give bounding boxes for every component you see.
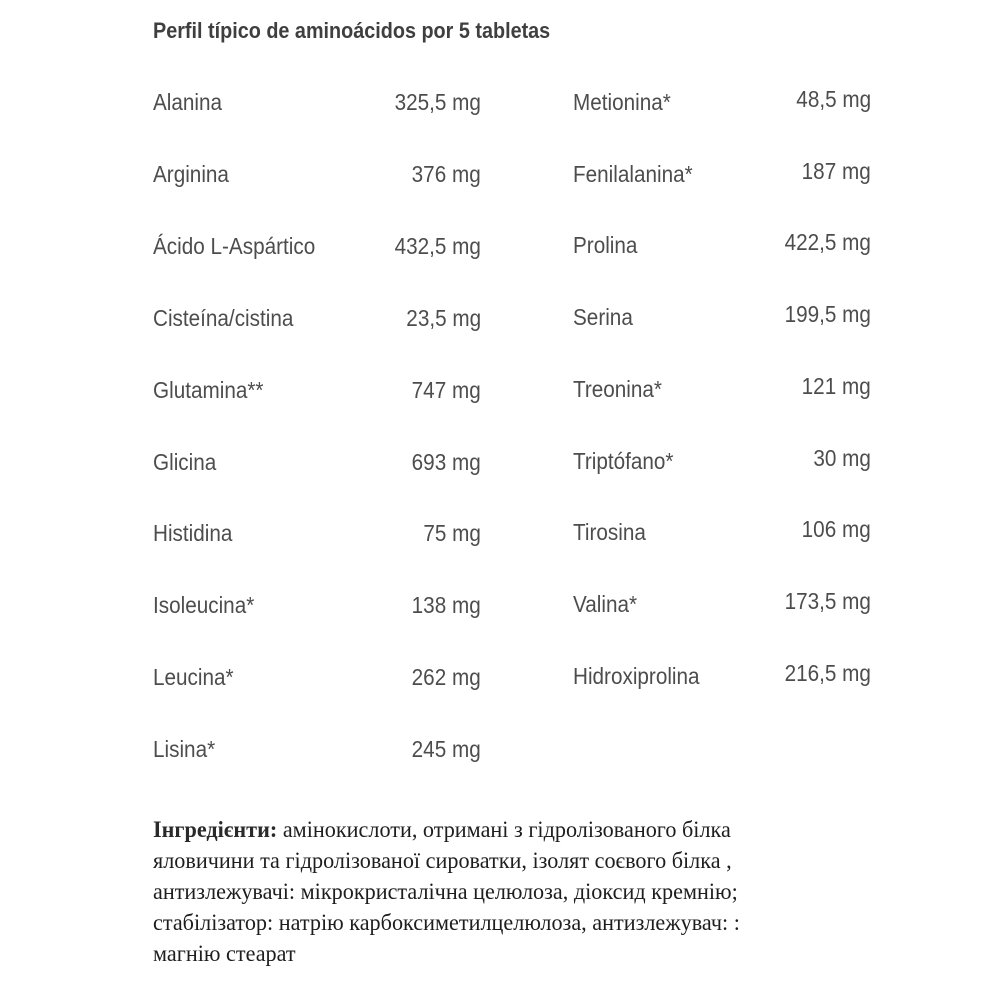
- amino-acid-column-right: [573, 0, 913, 800]
- amino-acid-column-left: [153, 0, 493, 800]
- amino-acid-name: Valina*: [573, 591, 638, 617]
- amino-acid-row: [573, 445, 871, 480]
- ingredients-line: магнію стеарат: [153, 941, 296, 966]
- amino-acid-row: [573, 86, 871, 121]
- amino-acid-amount: 422,5 mg: [784, 229, 871, 255]
- amino-acid-name: Triptófano*: [573, 448, 674, 474]
- amino-acid-row: [573, 588, 871, 623]
- amino-acid-amount: 693 mg: [411, 449, 481, 475]
- ingredients-label: Інгредієнти:: [153, 817, 278, 842]
- amino-acid-name: Alanina: [153, 89, 223, 115]
- amino-acid-amount: 75 mg: [423, 520, 481, 546]
- page-title: Perfil típico de aminoácidos por 5 tabletas: [153, 18, 551, 43]
- amino-acid-row: [573, 158, 871, 193]
- amino-acid-amount: 106 mg: [801, 516, 871, 542]
- amino-acid-amount: 325,5 mg: [394, 89, 481, 115]
- amino-acid-amount: 199,5 mg: [784, 301, 871, 327]
- amino-acid-name: Glicina: [153, 449, 217, 475]
- ingredients-line: стабілізатор: натрію карбоксиметилцелюлоза, антизлежувач: :: [153, 910, 740, 935]
- amino-acid-amount: 187 mg: [801, 158, 871, 184]
- ingredients-line: антизлежувачі: мікрокристалічна целюлоза, діоксид кремнію;: [153, 879, 738, 904]
- amino-acid-name: Isoleucina*: [153, 592, 255, 618]
- amino-acid-row: [573, 516, 871, 551]
- amino-acid-amount: 138 mg: [411, 592, 481, 618]
- amino-acid-name: Glutamina**: [153, 377, 264, 403]
- amino-acid-name: Fenilalanina*: [573, 161, 693, 187]
- amino-acid-row: [573, 229, 871, 264]
- amino-acid-amount: 216,5 mg: [784, 660, 871, 686]
- amino-acid-row: [153, 305, 483, 337]
- amino-acid-row: [153, 377, 483, 409]
- amino-acid-amount: 48,5 mg: [796, 86, 871, 112]
- amino-acid-name: Treonina*: [573, 376, 662, 402]
- amino-acid-name: Arginina: [153, 161, 229, 187]
- amino-acid-row: [573, 660, 871, 695]
- amino-acid-name: Hidroxiprolina: [573, 663, 700, 689]
- amino-acid-row: [153, 664, 483, 696]
- amino-acid-amount: 432,5 mg: [394, 233, 481, 259]
- amino-acid-name: Tirosina: [573, 519, 646, 545]
- amino-acid-name: Histidina: [153, 520, 233, 546]
- amino-acid-row: [153, 592, 483, 624]
- amino-acid-row: [153, 233, 483, 265]
- amino-acid-name: Metionina*: [573, 89, 671, 115]
- amino-acid-amount: 245 mg: [411, 736, 481, 762]
- amino-acid-name: Lisina*: [153, 736, 216, 762]
- amino-acid-name: Ácido L-Aspártico: [153, 233, 316, 259]
- amino-acid-row: [573, 373, 871, 408]
- amino-acid-amount: 30 mg: [813, 445, 871, 471]
- amino-acid-row: [573, 301, 871, 336]
- amino-acid-name: Cisteína/cistina: [153, 305, 294, 331]
- amino-acid-amount: 262 mg: [411, 664, 481, 690]
- amino-acid-row: [153, 520, 483, 552]
- amino-acid-row: [153, 736, 483, 768]
- amino-acid-amount: 173,5 mg: [784, 588, 871, 614]
- amino-acid-name: Prolina: [573, 232, 638, 258]
- ingredients-line: яловичини та гідролізованої сироватки, ізолят соєвого білка ,: [153, 848, 732, 873]
- amino-acid-amount: 23,5 mg: [406, 305, 481, 331]
- amino-acid-amount: 376 mg: [411, 161, 481, 187]
- amino-acid-row: [153, 161, 483, 193]
- ingredients-line: [153, 814, 886, 845]
- amino-acid-amount: 121 mg: [801, 373, 871, 399]
- ingredients-paragraph: [153, 814, 913, 969]
- amino-acid-amount: 747 mg: [411, 377, 481, 403]
- amino-acid-row: [153, 89, 483, 121]
- amino-acid-name: Serina: [573, 304, 633, 330]
- amino-acid-name: Leucina*: [153, 664, 234, 690]
- ingredients-text: амінокислоти, отримані з гідролізованого білка: [277, 817, 731, 842]
- amino-acid-row: [153, 449, 483, 481]
